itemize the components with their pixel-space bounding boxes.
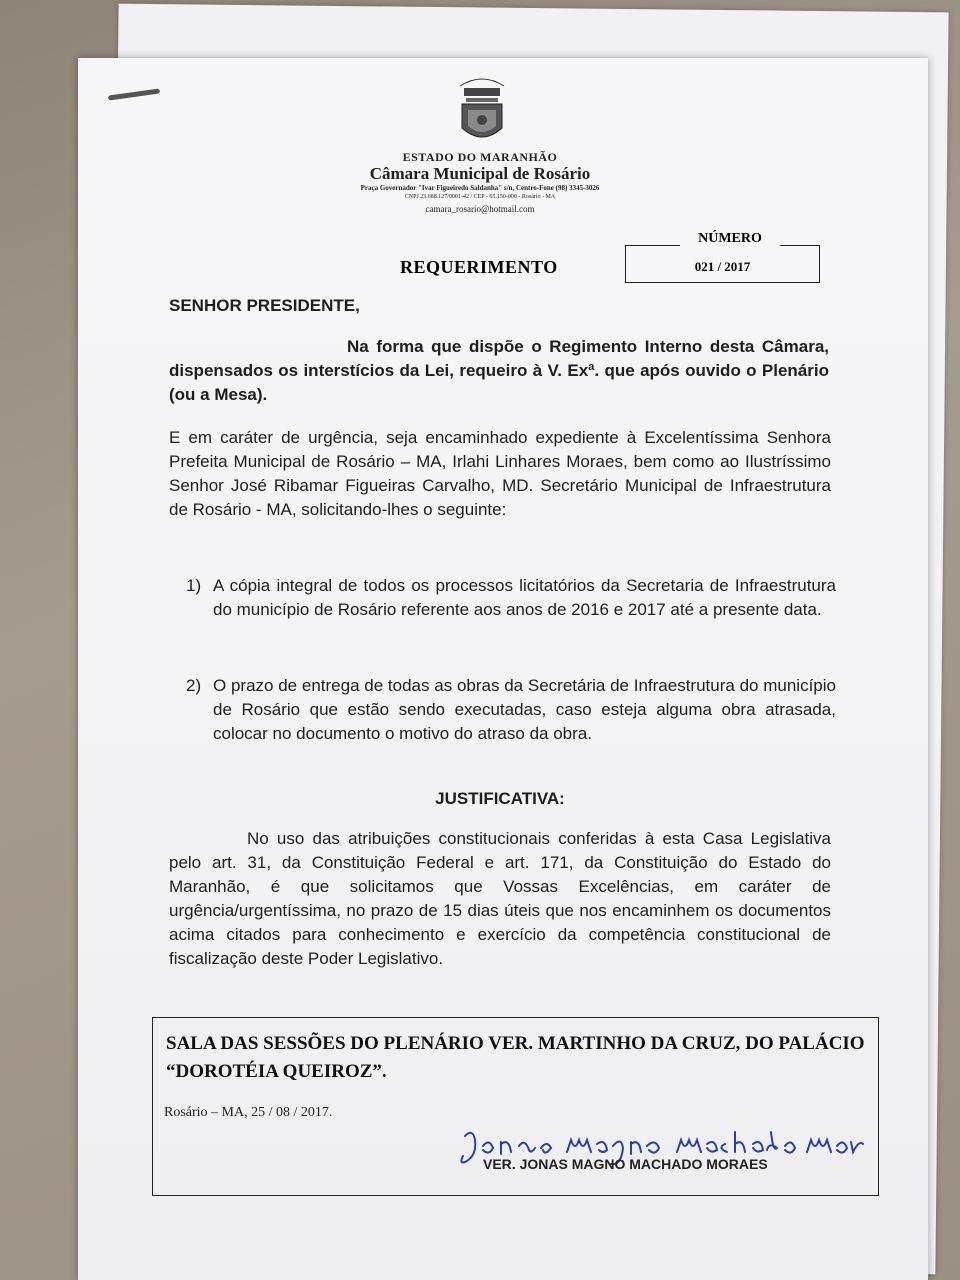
justification-title: JUSTIFICATIVA: [435,789,565,808]
chamber-address: Praça Governador "Ivar Figueiredo Saldanha" s/n, Centro-Fone (98) 3345-3026 [360,184,600,192]
session-room-title: SALA DAS SESSÕES DO PLENÁRIO VER. MARTINHO DA CRUZ, DO PALÁCIO “DOROTÉIA QUEIROZ”. [166,1033,865,1082]
number-value: 021 / 2017 [694,259,751,274]
state-name: ESTADO DO MARANHÃO [402,150,558,164]
chamber-name: Câmara Municipal de Rosário [369,164,591,183]
list-item-number: 1) [186,576,202,595]
chamber-cnpj: CNPJ 23.688.127/0001-42 / CEP - 65.150-000 - Rosário - MA [404,194,556,200]
list-item-text: O prazo de entrega de todas as obras da Secretária de Infraestrutura do município de Rosário que estão sendo executadas, caso esteja alguma obra atrasada, colocar no documento o motivo do atraso da obra. [213,676,836,743]
opening-paragraph: Na forma que dispõe o Regimento Interno desta Câmara, dispensados os interstícios da Lei, requeiro à V. Exª. que após ouvido o Plenário (ou a Mesa). [169,337,829,404]
list-item-text: A cópia integral de todos os processos licitatórios da Secretaria de Infraestrutura do município de Rosário referente aos anos de 2016 e 2017 até a presente data. [213,576,836,619]
list-item [186,674,836,746]
number-label: NÚMERO [680,231,780,247]
document-title: REQUERIMENTO [400,257,558,277]
signer-name: VER. JONAS MAGNO MACHADO MORAES [483,1156,768,1172]
list-item [186,574,836,622]
chamber-email: camara_rosario@hotmail.com [425,204,535,214]
signature-date: Rosário – MA, 25 / 08 / 2017. [164,1105,333,1120]
list-item-number: 2) [186,676,202,695]
request-paragraph: E em caráter de urgência, seja encaminhado expediente à Excelentíssima Senhora Prefeita Municipal de Rosário – MA, Irlahi Linhares Moraes, bem como ao Ilustríssimo Senhor José Ribamar Figueiras Carvalho, MD. Secretário Municipal de Infraestrutura de Rosário - MA, solicitando-lhes o seguinte: [169,428,831,519]
salutation: SENHOR PRESIDENTE, [169,296,360,315]
justification-paragraph: No uso das atribuições constitucionais conferidas à esta Casa Legislativa pelo art. 31, da Constituição Federal e art. 171, da Constituição do Estado do Maranhão, é que solicitamos que Vossas Excelências, em caráter de urgência/urgentíssima, no prazo de 15 dias úteis que nos encaminhem os documentos acima citados para conhecimento e exercício da competência constitucional de fiscalização deste Poder Legislativo. [169,829,831,968]
chamber-crest-icon [454,72,510,148]
